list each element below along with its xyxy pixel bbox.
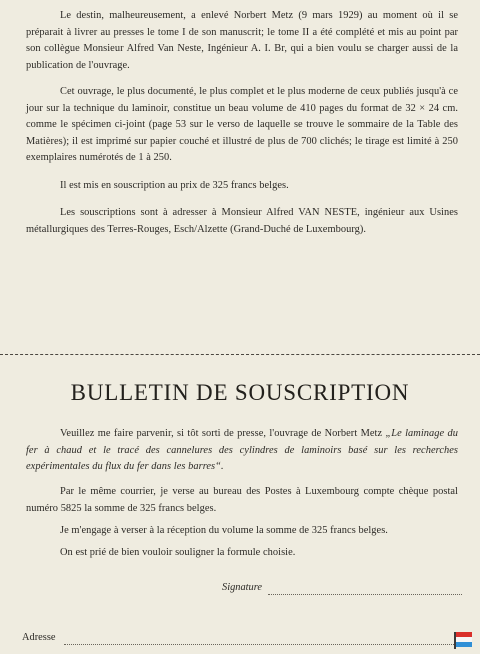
address-line[interactable] xyxy=(22,632,458,650)
bulletin-paragraph-4: On est prié de bien vouloir souligner la formule choisie. xyxy=(60,547,296,558)
address-label: Adresse xyxy=(22,632,56,643)
tear-off-perforation xyxy=(0,354,480,355)
notice-paragraph-4: Les souscriptions sont à adresser à Monsieur Alfred VAN NESTE, ingénieur aux Usines métallurgiques des Terres-Rouges, Esch/Alzette (Grand-Duché de Luxembourg). xyxy=(26,207,458,235)
bulletin-paragraph-1 xyxy=(26,426,458,476)
luxembourg-flag-icon xyxy=(452,628,474,650)
notice-paragraph-2: Cet ouvrage, le plus documenté, le plus complet et le plus moderne de ceux publiés jusqu'à ce jour sur la technique du laminoir, constitue un beau volume de 410 pages du format de 32 × 24 cm. comme le spécimen ci-joint (page 53 sur le verso de laquelle se trouve le sommaire de la Table des Matières); il est imprimé sur papier couché et illustré de plus de 700 clichés; le tirage est limité à 250 exemplaires numérotés de 1 à 250. xyxy=(26,86,458,164)
bulletin-paragraph-1-intro: Veuillez me faire parvenir, si tôt sorti de presse, l'ouvrage de Norbert Metz xyxy=(60,428,386,439)
signature-line[interactable] xyxy=(222,582,462,600)
bulletin-paragraph-2: Par le même courrier, je verse au bureau des Postes à Luxembourg compte chèque postal numéro 5825 la somme de 325 francs belges. xyxy=(26,486,458,514)
bulletin-paragraph-3: Je m'engage à verser à la réception du volume la somme de 325 francs belges. xyxy=(60,525,388,536)
signature-dotted-line xyxy=(268,594,462,595)
address-dotted-line xyxy=(64,644,458,645)
book-title: „Le laminage du fer à chaud et le tracé des cannelures des cylindres de laminoirs basé sur les recherches expérimentales du flux du fer dans les barres“. xyxy=(26,428,458,473)
notice-paragraph-3: Il est mis en souscription au prix de 325 francs belges. xyxy=(60,180,289,191)
notice-paragraph-1: Le destin, malheureusement, a enlevé Norbert Metz (9 mars 1929) au moment où il se préparait à livrer au presses le tome I de son manuscrit; le tome II a été complété et mis au point par son collègue Monsieur Alfred Van Neste, Ingénieur A. I. Br, qui a bien voulu se charger aussi de la publication de l'ouvrage. xyxy=(26,10,458,71)
signature-label: Signature xyxy=(222,582,263,593)
bulletin-title: BULLETIN DE SOUSCRIPTION xyxy=(70,380,410,405)
